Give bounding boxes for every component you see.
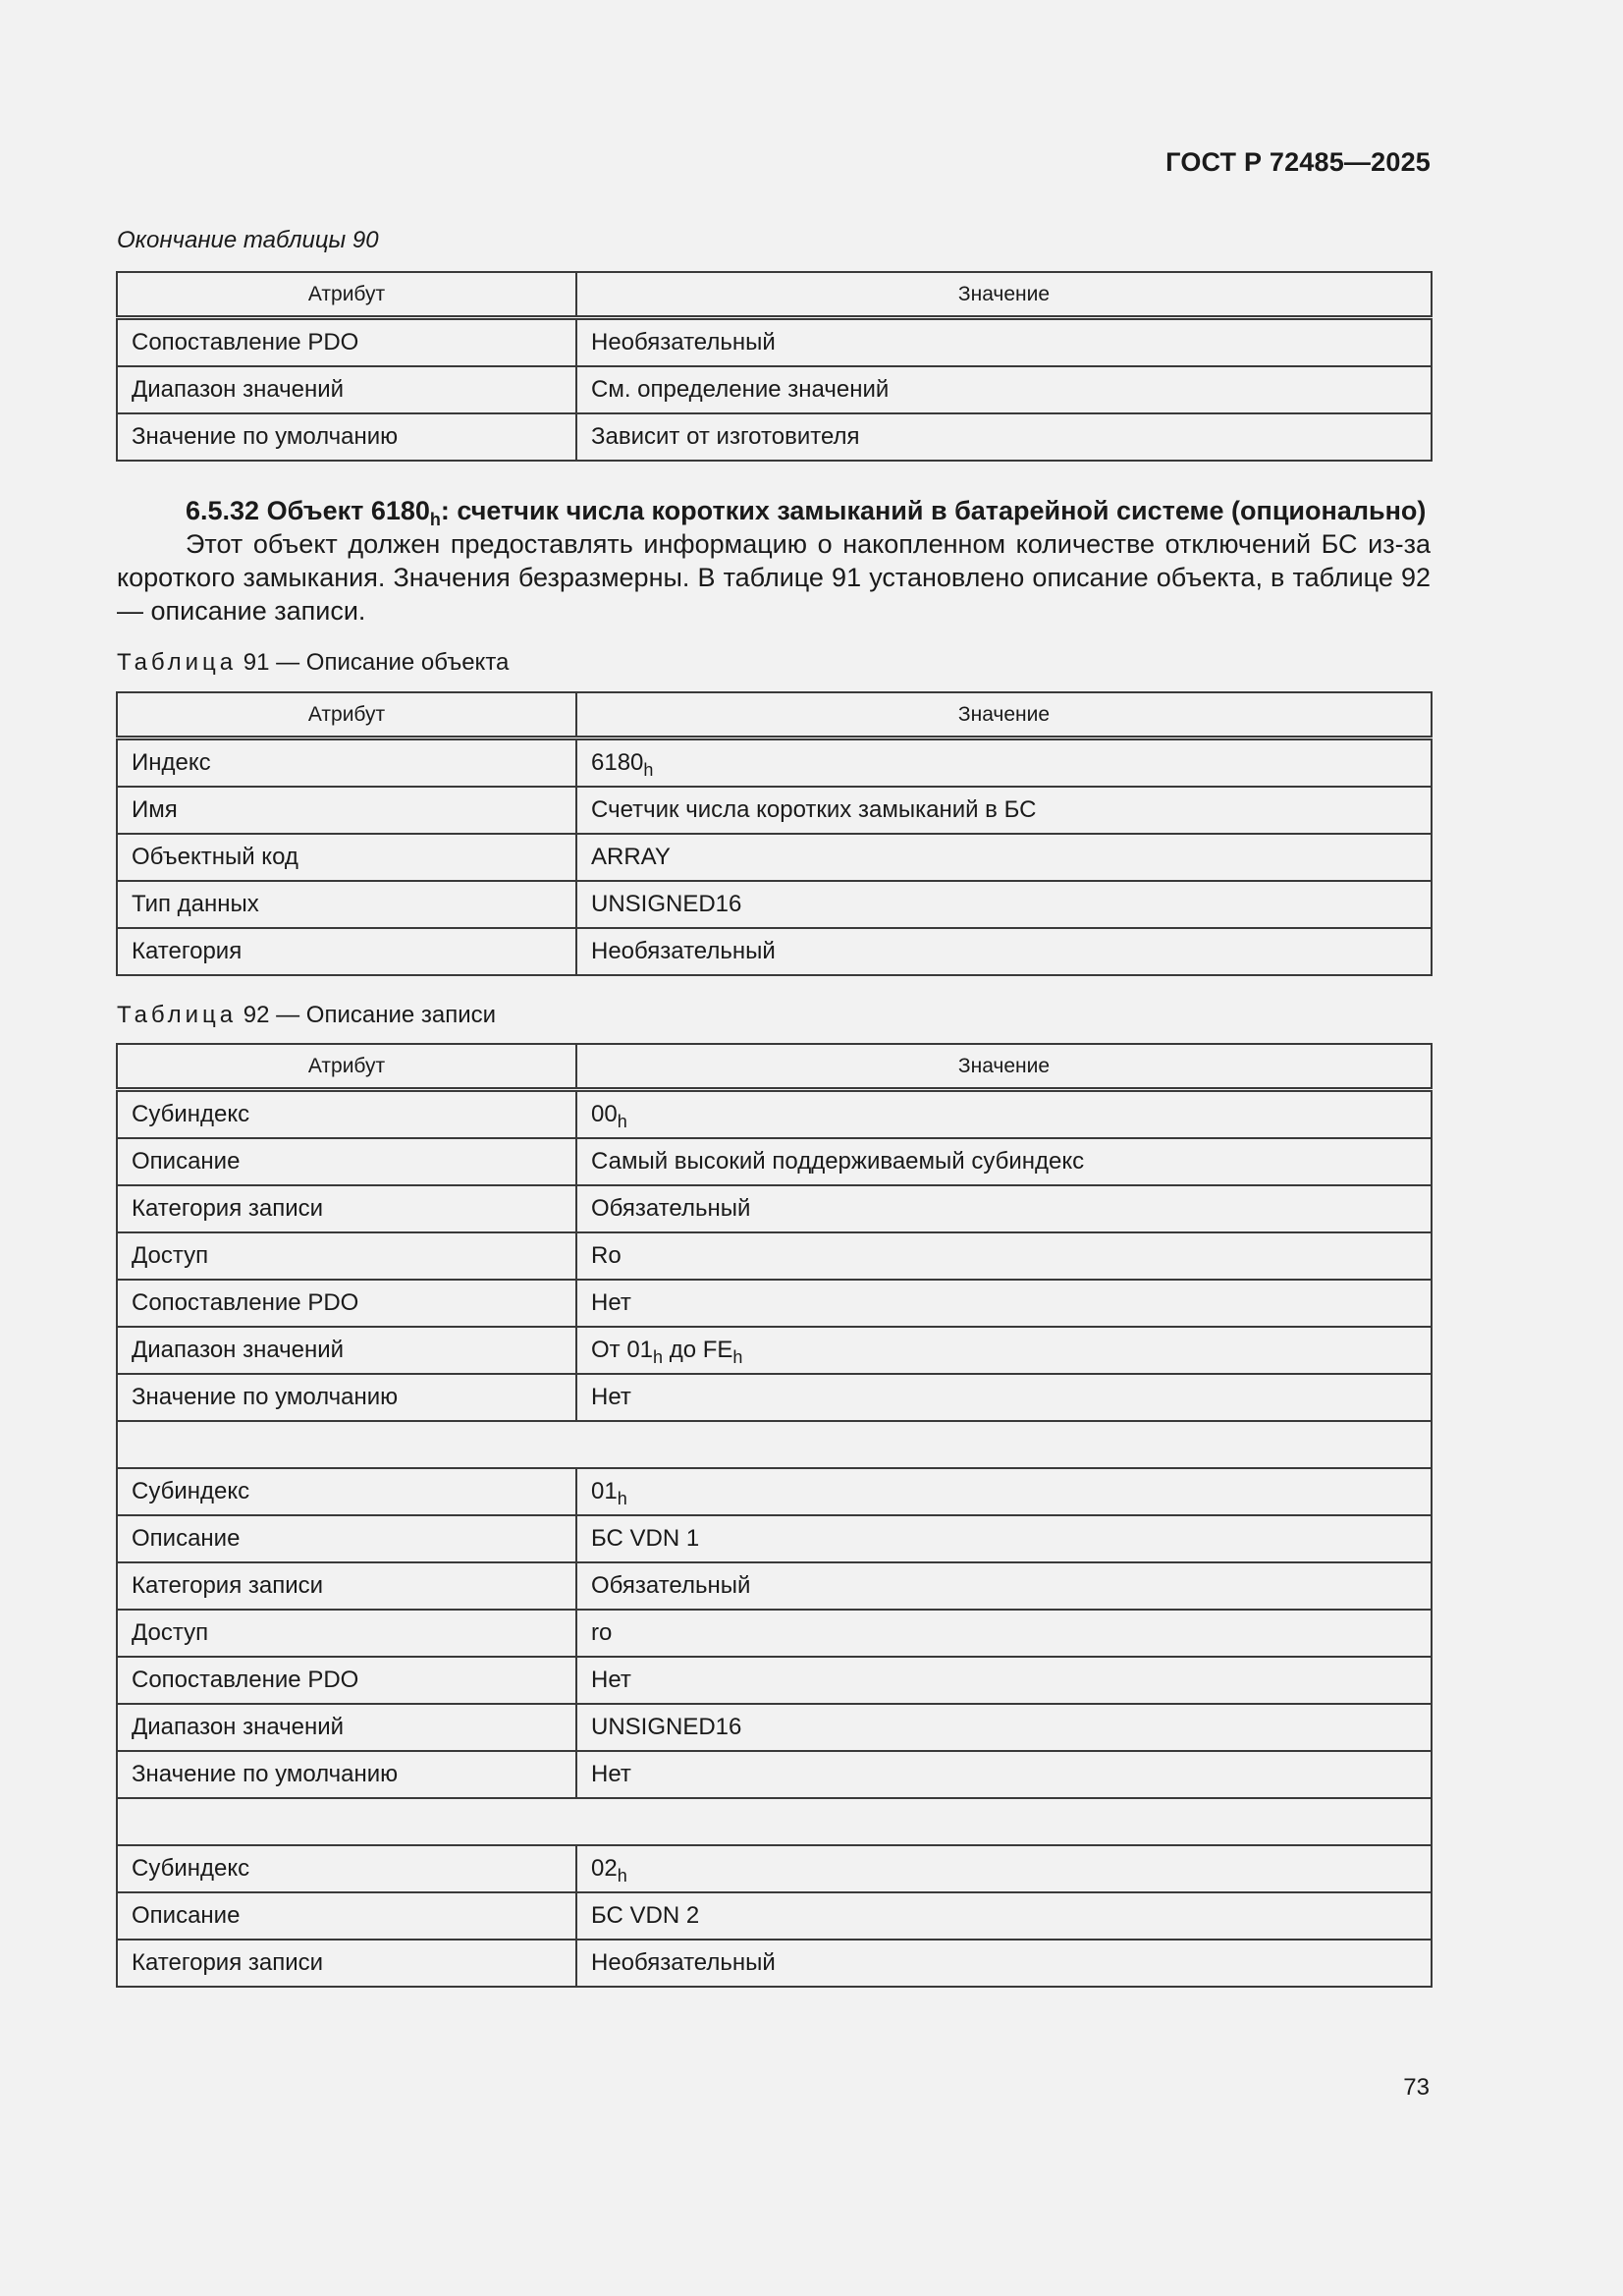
table-row	[117, 1940, 1432, 1987]
cell-attribute: Субиндекс	[117, 1468, 576, 1515]
cell-attribute: Тип данных	[117, 881, 576, 928]
cell-value: ro	[576, 1610, 1432, 1657]
document-code: ГОСТ Р 72485—2025	[1165, 147, 1431, 177]
page-number: 73	[1403, 2074, 1430, 2101]
table-91	[116, 691, 1433, 976]
cell-attribute: Значение по умолчанию	[117, 1374, 576, 1421]
table-row	[117, 1657, 1432, 1704]
column-header-value: Значение	[576, 272, 1432, 318]
cell-value: Нет	[576, 1657, 1432, 1704]
cell-attribute: Субиндекс	[117, 1845, 576, 1892]
table-92	[116, 1043, 1433, 1988]
cell-value: Нет	[576, 1280, 1432, 1327]
table-90	[116, 271, 1433, 462]
cell-value: Ro	[576, 1232, 1432, 1280]
cell-value: Нет	[576, 1751, 1432, 1798]
separator-row	[117, 1421, 1432, 1468]
cell-value: Необязательный	[576, 318, 1432, 367]
table-header-row	[117, 692, 1432, 738]
table-row	[117, 1374, 1432, 1421]
table-row	[117, 881, 1432, 928]
column-header-attribute: Атрибут	[117, 692, 576, 738]
cell-attribute: Субиндекс	[117, 1090, 576, 1139]
cell-attribute: Описание	[117, 1138, 576, 1185]
cell-value: $01_h$	[576, 1468, 1432, 1515]
cell-attribute: Диапазон значений	[117, 1704, 576, 1751]
cell-attribute: Сопоставление PDO	[117, 1657, 576, 1704]
cell-attribute: Категория	[117, 928, 576, 975]
cell-attribute: Значение по умолчанию	[117, 413, 576, 461]
table-row	[117, 413, 1432, 461]
cell-attribute: Описание	[117, 1892, 576, 1940]
table-header-row	[117, 272, 1432, 318]
table-row	[117, 1845, 1432, 1892]
table-row	[117, 1232, 1432, 1280]
table-row	[117, 787, 1432, 834]
section-6-5-32	[117, 494, 1431, 628]
column-header-value: Значение	[576, 1044, 1432, 1090]
cell-value: $6180_h$	[576, 738, 1432, 788]
cell-attribute: Доступ	[117, 1610, 576, 1657]
table-row	[117, 738, 1432, 788]
column-header-value: Значение	[576, 692, 1432, 738]
cell-attribute: Категория записи	[117, 1562, 576, 1610]
section-paragraph: Этот объект должен предоставлять информацию о накопленном количестве отключений БС из-за короткого замыкания. Значения безразмерны. В таблице 91 установлено описание объекта, в таблице 92 — описание записи.	[117, 529, 1431, 626]
column-header-attribute: Атрибут	[117, 1044, 576, 1090]
cell-attribute: Имя	[117, 787, 576, 834]
table-row	[117, 1327, 1432, 1374]
table-row	[117, 1090, 1432, 1139]
table-row	[117, 1138, 1432, 1185]
cell-value: См. определение значений	[576, 366, 1432, 413]
table-row	[117, 366, 1432, 413]
table-row	[117, 928, 1432, 975]
table91-caption: Таблица 91 — Описание объекта	[117, 649, 510, 676]
table-header-row	[117, 1044, 1432, 1090]
cell-value: UNSIGNED16	[576, 1704, 1432, 1751]
table-row	[117, 1704, 1432, 1751]
table-row	[117, 1562, 1432, 1610]
cell-value: БС VDN 1	[576, 1515, 1432, 1562]
table-row	[117, 318, 1432, 367]
section-heading: 6.5.32 Объект $6180_h$: счетчик числа коротких замыканий в батарейной системе (опционально)	[186, 496, 1427, 529]
separator-row	[117, 1798, 1432, 1845]
cell-value: Нет	[576, 1374, 1432, 1421]
table-row	[117, 1610, 1432, 1657]
cell-attribute: Сопоставление PDO	[117, 1280, 576, 1327]
table-row	[117, 1280, 1432, 1327]
table92-caption: Таблица 92 — Описание записи	[117, 1002, 497, 1028]
cell-value: $02_h$	[576, 1845, 1432, 1892]
cell-value: UNSIGNED16	[576, 881, 1432, 928]
cell-attribute: Сопоставление PDO	[117, 318, 576, 367]
cell-attribute: Доступ	[117, 1232, 576, 1280]
table-row	[117, 1751, 1432, 1798]
table-row	[117, 834, 1432, 881]
table-row	[117, 1892, 1432, 1940]
table-row	[117, 1515, 1432, 1562]
cell-attribute: Описание	[117, 1515, 576, 1562]
cell-value: Обязательный	[576, 1185, 1432, 1232]
cell-value: Необязательный	[576, 928, 1432, 975]
table90-caption: Окончание таблицы 90	[117, 227, 379, 253]
table-row	[117, 1468, 1432, 1515]
cell-value: От $01_h$ до $FE_h$	[576, 1327, 1432, 1374]
cell-attribute: Диапазон значений	[117, 1327, 576, 1374]
cell-attribute: Объектный код	[117, 834, 576, 881]
cell-value: Зависит от изготовителя	[576, 413, 1432, 461]
cell-attribute: Категория записи	[117, 1185, 576, 1232]
cell-value: $00_h$	[576, 1090, 1432, 1139]
table-row	[117, 1185, 1432, 1232]
cell-attribute: Категория записи	[117, 1940, 576, 1987]
cell-value: Обязательный	[576, 1562, 1432, 1610]
cell-attribute: Диапазон значений	[117, 366, 576, 413]
cell-attribute: Значение по умолчанию	[117, 1751, 576, 1798]
cell-value: Счетчик числа коротких замыканий в БС	[576, 787, 1432, 834]
cell-value: Самый высокий поддерживаемый субиндекс	[576, 1138, 1432, 1185]
cell-attribute: Индекс	[117, 738, 576, 788]
cell-value: Необязательный	[576, 1940, 1432, 1987]
cell-value: БС VDN 2	[576, 1892, 1432, 1940]
column-header-attribute: Атрибут	[117, 272, 576, 318]
cell-value: ARRAY	[576, 834, 1432, 881]
